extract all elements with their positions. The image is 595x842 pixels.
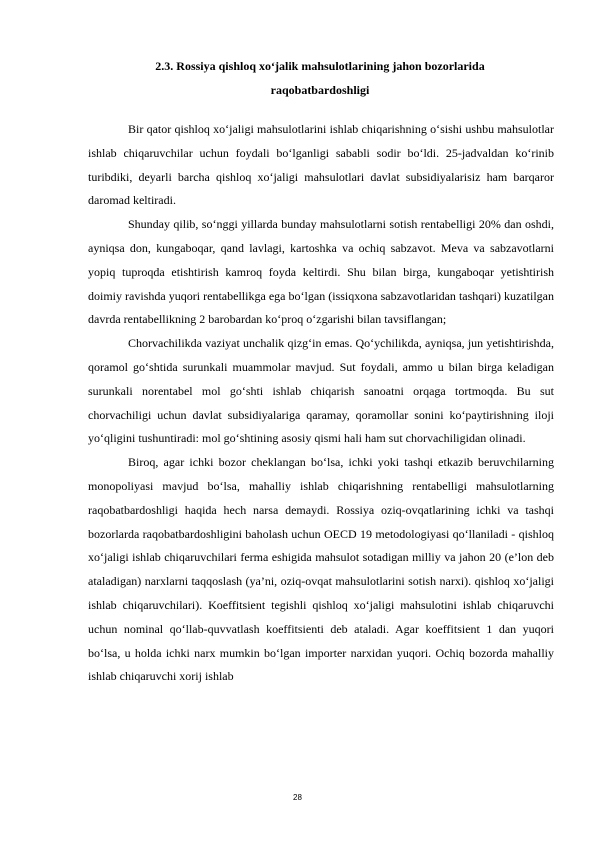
paragraph-3: Chorvachilikda vaziyat unchalik qizg‘in emas. Qo‘ychilikda, ayniqsa, jun yetishtirishda, qoramol go‘shtida surunkali muammolar mavjud. Sut foydali, ammo u bilan birga keladigan surunkali norentabel mol go‘shti ishlab chiqarish sanoatni orqaga tortmoqda. Bu sut chorvachiligi uchun davlat subsidiyalariga qaramay, qoramollar sonini ko‘paytirishning iloji yo‘qligini tushuntiradi: mol go‘shtining asosiy qismi hali ham sut chorvachiligidan olinadi. xyxy=(88,336,554,446)
section-heading-line-1: 2.3. Rossiya qishloq xo‘jalik mahsulotlarining jahon bozorlarida xyxy=(155,59,485,73)
paragraph-1: Bir qator qishloq xo‘jaligi mahsulotlarini ishlab chiqarishning o‘sishi ushbu mahsulotlar ishlab chiqaruvchilar uchun foydali bo‘lganligi sababli sodir bo‘ldi. 25-jadvaldan ko‘rinib turibdiki, deyarli barcha qishloq xo‘jaligi mahsulotlari davlat subsidiyalarisiz ham barqaror daromad keltiradi. xyxy=(88,122,554,208)
paragraph-4: Biroq, agar ichki bozor cheklangan bo‘lsa, ichki yoki tashqi etkazib beruvchilarning monopoliyasi mavjud bo‘lsa, mahalliy ishlab chiqarishning rentabelligi mahsulotlarning raqobatbardoshligi haqida hech narsa demaydi. Rossiya oziq-ovqatlarining ichki va tashqi bozorlarda raqobatbardoshligini baholash uchun OECD 19 metodologiyasi qo‘llaniladi - qishloq xo‘jaligi ishlab chiqaruvchilari ferma eshigida mahsulot sotadigan milliy va jahon 20 (e’lon deb ataladigan) narxlarni taqqoslash (ya’ni, oziq-ovqat mahsulotlarini sotish narxi). qishloq xo‘jaligi ishlab chiqaruvchilari). Koeffitsient tegishli qishloq xo‘jaligi mahsulotini ishlab chiqaruvchi uchun nominal qo‘llab-quvvatlash koeffitsienti deb ataladi. Agar koeffitsient 1 dan yuqori bo‘lsa, u holda ichki narx mumkin bo‘lgan importer narxidan yuqori. Ochiq bozorda mahalliy ishlab chiqaruvchi xorij ishlab xyxy=(88,455,554,684)
page-number: 28 xyxy=(293,793,302,802)
body-text xyxy=(88,118,554,689)
paragraph-2: Shunday qilib, so‘nggi yillarda bunday mahsulotlarni sotish rentabelligi 20% dan oshdi, ayniqsa don, kungaboqar, qand lavlagi, kartoshka va ochiq sabzavot. Meva va sabzavotlarni yopiq tuproqda etishtirish kamroq foyda keltirdi. Shu bilan birga, kungaboqar yetishtirish doimiy ravishda yuqori rentabellikga ega bo‘lgan (issiqxona sabzavotlaridan tashqari) kuzatilgan davrda rentabellikning 2 barobardan ko‘proq o‘zgarishi bilan tavsiflangan; xyxy=(88,217,554,327)
section-heading-line-2: raqobatbardoshligi xyxy=(270,83,370,97)
